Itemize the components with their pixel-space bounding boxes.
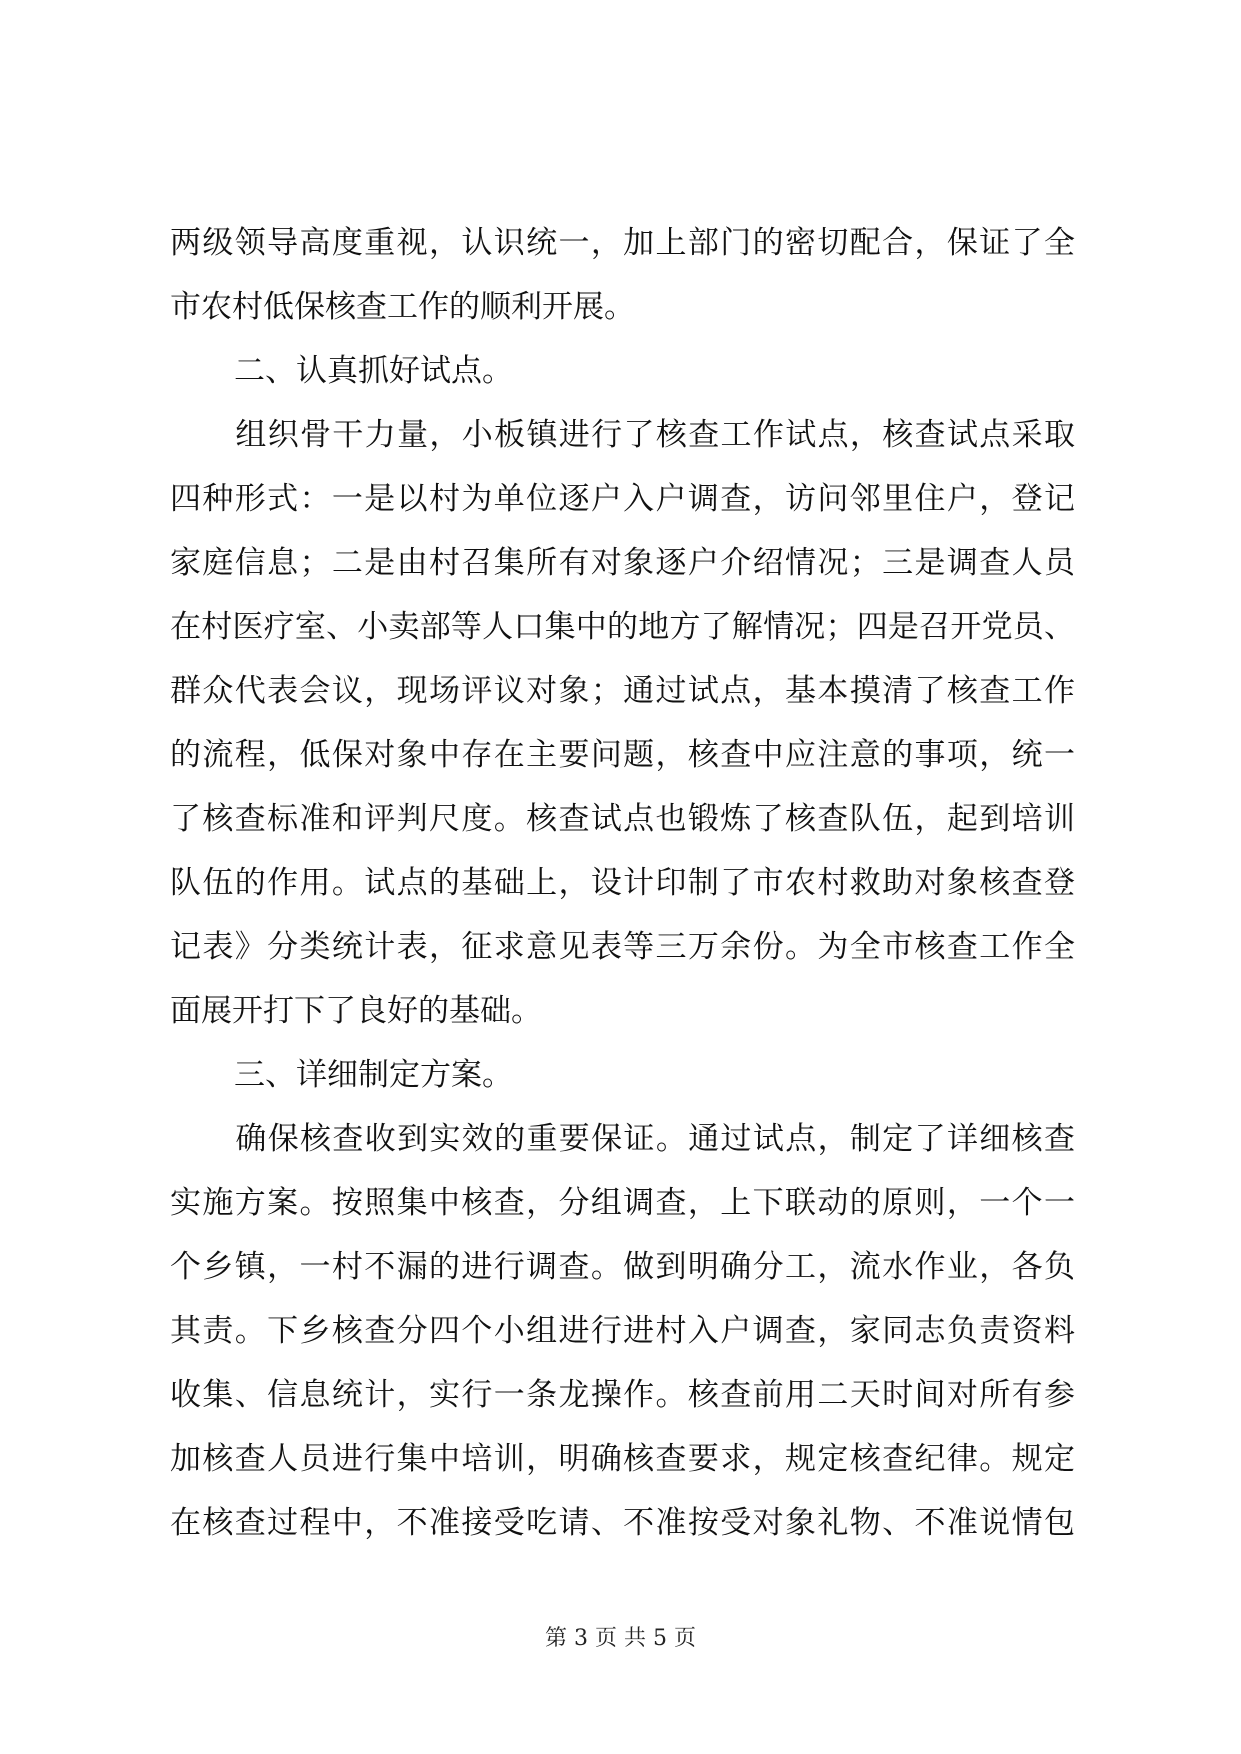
text-line: 家庭信息；二是由村召集所有对象逐户介绍情况；三是调查人员 [170,545,1075,581]
page-number: 第 3 页 共 5 页 [545,1626,696,1651]
section-heading: 二、认真抓好试点。 [234,353,513,389]
text-line: 市农村低保核查工作的顺利开展。 [170,289,635,325]
section-heading: 三、详细制定方案。 [234,1057,513,1093]
text-line: 个乡镇，一村不漏的进行调查。做到明确分工，流水作业，各负 [170,1249,1075,1285]
text-line: 在村医疗室、小卖部等人口集中的地方了解情况；四是召开党员、 [170,609,1075,645]
text-line: 队伍的作用。试点的基础上，设计印制了市农村救助对象核查登 [170,865,1075,901]
text-line: 确保核查收到实效的重要保证。通过试点，制定了详细核查 [234,1121,1075,1157]
text-line: 加核查人员进行集中培训，明确核查要求，规定核查纪律。规定 [170,1441,1075,1477]
text-line: 两级领导高度重视，认识统一，加上部门的密切配合，保证了全 [170,225,1075,261]
text-line: 群众代表会议，现场评议对象；通过试点，基本摸清了核查工作 [170,673,1075,709]
text-line: 收集、信息统计，实行一条龙操作。核查前用二天时间对所有参 [170,1377,1075,1413]
text-line: 其责。下乡核查分四个小组进行进村入户调查，家同志负责资料 [170,1313,1075,1349]
text-line: 记表》分类统计表，征求意见表等三万余份。为全市核查工作全 [170,929,1075,965]
text-line: 的流程，低保对象中存在主要问题，核查中应注意的事项，统一 [170,737,1075,773]
text-line: 了核查标准和评判尺度。核查试点也锻炼了核查队伍，起到培训 [170,801,1075,837]
text-line: 组织骨干力量，小板镇进行了核查工作试点，核查试点采取 [234,417,1075,453]
document-body [170,225,1075,1572]
page-footer [0,1628,1241,1650]
text-line: 实施方案。按照集中核查，分组调查，上下联动的原则，一个一 [170,1185,1075,1221]
text-line: 在核查过程中，不准接受吃请、不准按受对象礼物、不准说情包 [170,1505,1075,1541]
text-line: 面展开打下了良好的基础。 [170,993,542,1029]
text-line: 四种形式：一是以村为单位逐户入户调查，访问邻里住户，登记 [170,481,1075,517]
